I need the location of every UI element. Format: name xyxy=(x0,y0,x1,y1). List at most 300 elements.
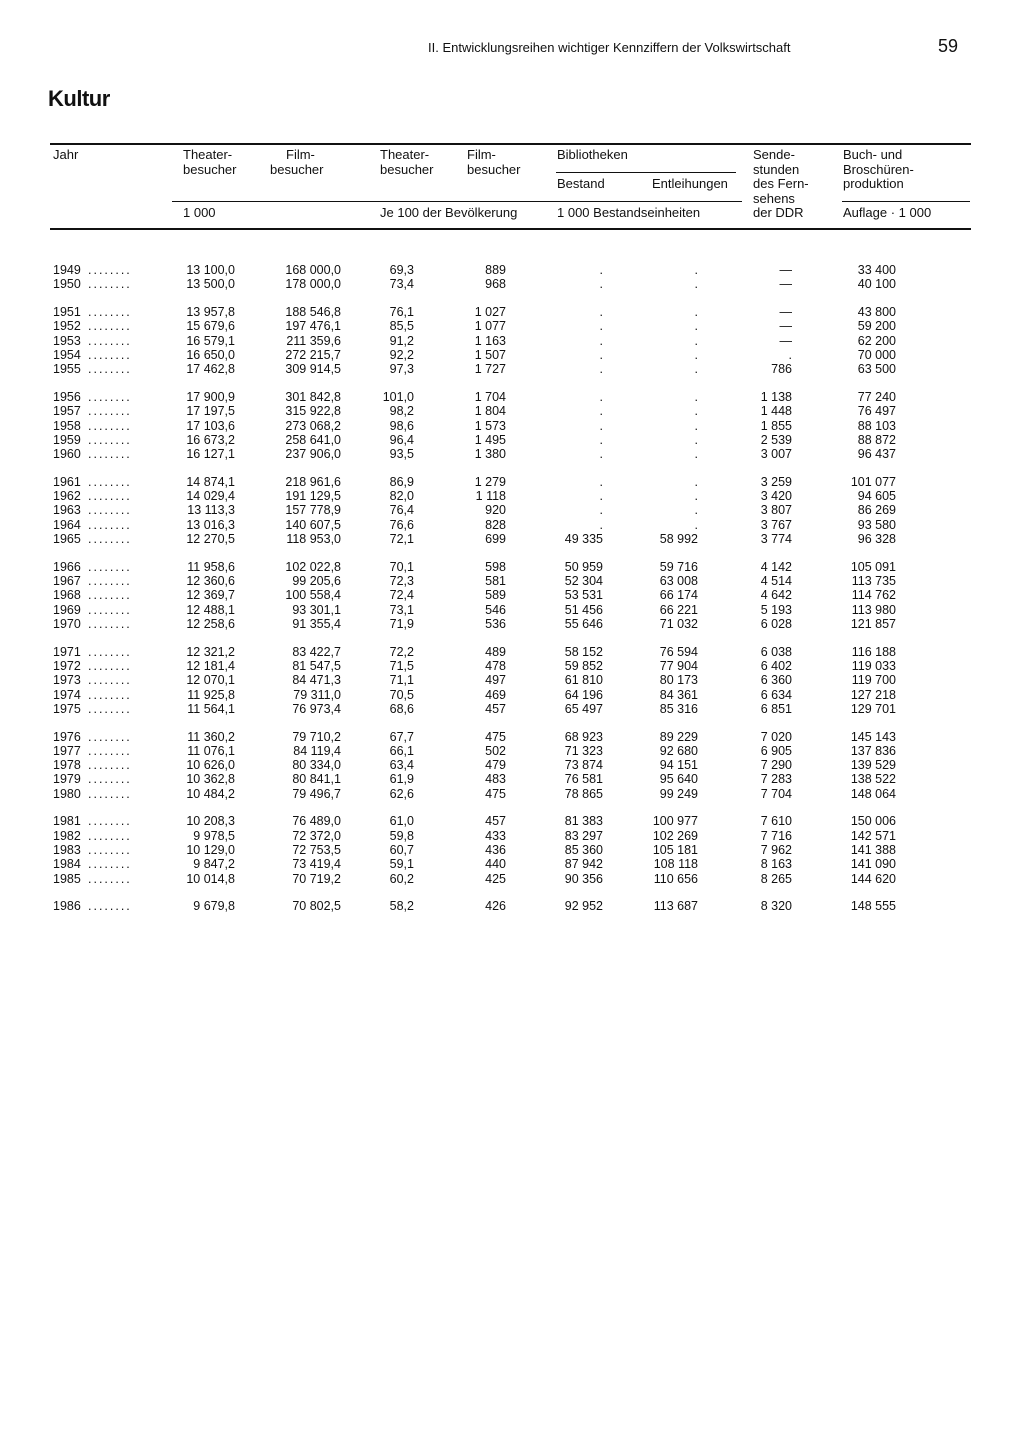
leader-dots: ........ xyxy=(88,362,132,377)
book-production-cell: 70 000 xyxy=(857,347,896,362)
table-row xyxy=(0,899,1024,913)
leader-dots: ........ xyxy=(88,305,132,319)
library-loans-cell: 89 229 xyxy=(659,729,698,744)
theater-per100-cell: 62,6 xyxy=(389,786,414,801)
film-visitors-cell: 84 119,4 xyxy=(293,743,341,758)
theater-visitors-cell: 13 113,3 xyxy=(187,503,235,518)
theater-visitors-cell: 16 650,0 xyxy=(186,347,235,362)
broadcast-hours-cell: — xyxy=(779,333,792,348)
library-stock-cell: 78 865 xyxy=(564,786,603,801)
theater-per100-cell: 76,4 xyxy=(389,503,414,518)
leader-dots: ........ xyxy=(88,729,132,744)
year-cell: 1964 xyxy=(53,517,81,532)
year-cell: 1980 xyxy=(53,786,81,801)
table-row xyxy=(0,872,1024,886)
book-production-cell: 63 500 xyxy=(857,362,896,377)
header-film-per100: Film- besucher xyxy=(467,147,521,177)
year-cell: 1955 xyxy=(53,362,81,377)
library-loans-cell: . xyxy=(694,489,698,504)
book-production-cell: 88 103 xyxy=(857,418,896,433)
library-loans-cell: . xyxy=(694,277,698,292)
library-loans-cell: . xyxy=(694,389,698,404)
broadcast-hours-cell: 7 290 xyxy=(760,758,792,773)
book-production-cell: 93 580 xyxy=(857,517,896,532)
library-loans-cell: 77 904 xyxy=(659,658,698,673)
theater-per100-cell: 85,5 xyxy=(389,319,414,334)
theater-visitors-cell: 9 847,2 xyxy=(193,857,235,872)
leader-dots: ........ xyxy=(88,532,132,546)
theater-per100-cell: 72,4 xyxy=(389,588,414,603)
library-stock-cell: 52 304 xyxy=(564,574,603,588)
theater-per100-cell: 76,6 xyxy=(389,517,414,532)
theater-visitors-cell: 11 958,6 xyxy=(187,559,235,574)
library-loans-cell: 105 181 xyxy=(652,843,698,857)
library-stock-cell: 76 581 xyxy=(564,772,603,787)
broadcast-hours-cell: 7 020 xyxy=(760,729,792,744)
book-production-cell: 127 218 xyxy=(850,687,896,702)
year-cell: 1958 xyxy=(53,418,81,433)
year-cell: 1972 xyxy=(53,658,81,673)
film-per100-cell: 1 380 xyxy=(474,447,506,462)
theater-per100-cell: 96,4 xyxy=(389,432,414,447)
broadcast-hours-cell: 4 514 xyxy=(760,574,792,588)
theater-per100-cell: 59,1 xyxy=(389,857,414,872)
unit-auflage: Auflage · 1 000 xyxy=(843,205,932,220)
theater-visitors-cell: 12 070,1 xyxy=(186,673,235,688)
theater-visitors-cell: 12 360,6 xyxy=(186,574,235,588)
header-theater-visitors: Theater- besucher xyxy=(183,147,237,177)
header-book-production: Buch- und Broschüren- produktion xyxy=(843,147,914,191)
film-visitors-cell: 80 841,1 xyxy=(292,772,341,787)
year-cell: 1977 xyxy=(53,743,81,758)
theater-per100-cell: 73,4 xyxy=(389,277,414,292)
year-cell: 1971 xyxy=(53,644,81,659)
year-cell: 1986 xyxy=(53,899,81,914)
library-stock-cell: 90 356 xyxy=(564,871,603,886)
library-loans-cell: 66 221 xyxy=(659,602,698,617)
theater-visitors-cell: 11 564,1 xyxy=(187,701,235,716)
film-visitors-cell: 84 471,3 xyxy=(292,673,341,688)
year-cell: 1956 xyxy=(53,389,81,404)
leader-dots: ........ xyxy=(88,602,132,617)
year-cell: 1976 xyxy=(53,729,81,744)
library-loans-cell: . xyxy=(694,447,698,462)
film-per100-cell: 598 xyxy=(485,559,506,574)
theater-visitors-cell: 11 076,1 xyxy=(187,743,235,758)
film-per100-cell: 436 xyxy=(485,843,506,857)
table-row xyxy=(0,390,1024,404)
table-row xyxy=(0,475,1024,489)
leader-dots: ........ xyxy=(88,474,132,489)
book-production-cell: 148 555 xyxy=(850,899,896,914)
library-stock-cell: . xyxy=(599,333,603,348)
table-row xyxy=(0,277,1024,291)
film-per100-cell: 457 xyxy=(485,814,506,829)
broadcast-hours-cell: 6 402 xyxy=(760,658,792,673)
year-cell: 1970 xyxy=(53,616,81,631)
leader-dots: ........ xyxy=(88,347,132,362)
film-visitors-cell: 273 068,2 xyxy=(285,418,341,433)
library-loans-cell: 94 151 xyxy=(659,758,698,773)
theater-visitors-cell: 10 208,3 xyxy=(186,814,235,829)
film-per100-cell: 1 118 xyxy=(475,489,506,504)
table-row xyxy=(0,503,1024,517)
library-stock-cell: . xyxy=(599,362,603,377)
film-per100-cell: 440 xyxy=(485,857,506,872)
library-loans-cell: 63 008 xyxy=(659,574,698,588)
broadcast-hours-cell: . xyxy=(788,347,792,362)
library-loans-cell: 76 594 xyxy=(659,644,698,659)
library-loans-cell: 100 977 xyxy=(652,814,698,829)
broadcast-hours-cell: 3 007 xyxy=(760,447,792,462)
table-row xyxy=(0,758,1024,772)
book-production-cell: 129 701 xyxy=(850,701,896,716)
film-per100-cell: 889 xyxy=(485,263,506,277)
table-row xyxy=(0,263,1024,277)
units-rule xyxy=(172,201,742,202)
table-row xyxy=(0,787,1024,801)
book-production-cell: 101 077 xyxy=(850,474,896,489)
library-stock-cell: . xyxy=(599,489,603,504)
year-cell: 1974 xyxy=(53,687,81,702)
table-row xyxy=(0,603,1024,617)
book-production-cell: 137 836 xyxy=(850,743,896,758)
broadcast-hours-cell: 7 283 xyxy=(760,772,792,787)
film-per100-cell: 478 xyxy=(485,658,506,673)
book-production-cell: 114 762 xyxy=(851,588,896,603)
theater-per100-cell: 76,1 xyxy=(389,305,414,319)
running-head: II. Entwicklungsreihen wichtiger Kennziffern der Volkswirtschaft xyxy=(428,40,791,55)
leader-dots: ........ xyxy=(88,687,132,702)
theater-visitors-cell: 17 462,8 xyxy=(186,362,235,377)
theater-visitors-cell: 10 626,0 xyxy=(186,758,235,773)
film-visitors-cell: 140 607,5 xyxy=(285,517,341,532)
theater-per100-cell: 72,3 xyxy=(389,574,414,588)
table-row xyxy=(0,518,1024,532)
book-production-cell: 105 091 xyxy=(850,559,896,574)
film-per100-cell: 589 xyxy=(485,588,506,603)
film-per100-cell: 1 027 xyxy=(474,305,506,319)
theater-per100-cell: 92,2 xyxy=(389,347,414,362)
libraries-rule xyxy=(556,172,736,173)
table-row xyxy=(0,489,1024,503)
theater-per100-cell: 69,3 xyxy=(389,263,414,277)
leader-dots: ........ xyxy=(88,814,132,829)
table-row xyxy=(0,659,1024,673)
film-visitors-cell: 191 129,5 xyxy=(285,489,341,504)
year-cell: 1965 xyxy=(53,532,81,546)
film-visitors-cell: 73 419,4 xyxy=(292,857,341,872)
broadcast-hours-cell: — xyxy=(779,319,792,334)
book-production-cell: 94 605 xyxy=(857,489,896,504)
leader-dots: ........ xyxy=(88,588,132,603)
broadcast-hours-cell: 6 038 xyxy=(760,644,792,659)
theater-visitors-cell: 14 874,1 xyxy=(186,474,235,489)
library-stock-cell: 49 335 xyxy=(564,532,603,546)
year-cell: 1968 xyxy=(53,588,81,603)
leader-dots: ........ xyxy=(88,277,132,292)
theater-visitors-cell: 10 484,2 xyxy=(186,786,235,801)
table-row xyxy=(0,348,1024,362)
book-production-cell: 141 388 xyxy=(850,843,896,857)
leader-dots: ........ xyxy=(88,517,132,532)
book-production-cell: 86 269 xyxy=(857,503,896,518)
header-entleihungen: Entleihungen xyxy=(652,176,728,191)
film-visitors-cell: 178 000,0 xyxy=(285,277,341,292)
film-per100-cell: 479 xyxy=(485,758,506,773)
film-per100-cell: 920 xyxy=(485,503,506,518)
film-visitors-cell: 100 558,4 xyxy=(285,588,341,603)
book-production-cell: 141 090 xyxy=(850,857,896,872)
film-per100-cell: 502 xyxy=(485,743,506,758)
broadcast-hours-cell: — xyxy=(779,277,792,292)
library-loans-cell: . xyxy=(694,305,698,319)
leader-dots: ........ xyxy=(88,772,132,787)
library-loans-cell: 108 118 xyxy=(653,857,698,872)
library-loans-cell: 71 032 xyxy=(659,616,698,631)
table-row xyxy=(0,744,1024,758)
table-row xyxy=(0,532,1024,546)
year-cell: 1951 xyxy=(53,305,81,319)
theater-visitors-cell: 11 360,2 xyxy=(187,729,235,744)
leader-dots: ........ xyxy=(88,843,132,857)
library-stock-cell: . xyxy=(599,319,603,334)
broadcast-hours-cell: 4 142 xyxy=(760,559,792,574)
year-cell: 1984 xyxy=(53,857,81,872)
film-per100-cell: 536 xyxy=(485,616,506,631)
year-cell: 1961 xyxy=(53,474,81,489)
film-per100-cell: 497 xyxy=(485,673,506,688)
theater-per100-cell: 98,6 xyxy=(389,418,414,433)
theater-per100-cell: 71,9 xyxy=(389,616,414,631)
book-production-cell: 77 240 xyxy=(857,389,896,404)
broadcast-hours-cell: 1 855 xyxy=(760,418,792,433)
year-cell: 1963 xyxy=(53,503,81,518)
year-cell: 1949 xyxy=(53,263,81,277)
library-loans-cell: 58 992 xyxy=(659,532,698,546)
film-per100-cell: 1 495 xyxy=(474,432,506,447)
library-stock-cell: 51 456 xyxy=(564,602,603,617)
leader-dots: ........ xyxy=(88,404,132,419)
theater-per100-cell: 97,3 xyxy=(389,362,414,377)
film-visitors-cell: 258 641,0 xyxy=(285,432,341,447)
library-loans-cell: 59 716 xyxy=(659,559,698,574)
table-row xyxy=(0,419,1024,433)
broadcast-hours-cell: — xyxy=(779,263,792,277)
book-production-cell: 59 200 xyxy=(857,319,896,334)
book-production-cell: 43 800 xyxy=(857,305,896,319)
broadcast-hours-cell: 1 448 xyxy=(760,404,792,419)
theater-visitors-cell: 10 362,8 xyxy=(186,772,235,787)
theater-per100-cell: 71,1 xyxy=(389,673,414,688)
year-cell: 1983 xyxy=(53,843,81,857)
film-visitors-cell: 168 000,0 xyxy=(285,263,341,277)
table-row xyxy=(0,447,1024,461)
theater-per100-cell: 60,7 xyxy=(389,843,414,857)
table-row xyxy=(0,574,1024,588)
table-row xyxy=(0,404,1024,418)
table-row xyxy=(0,305,1024,319)
theater-visitors-cell: 12 258,6 xyxy=(186,616,235,631)
book-production-cell: 76 497 xyxy=(857,404,896,419)
film-per100-cell: 1 279 xyxy=(474,474,506,489)
library-loans-cell: . xyxy=(694,362,698,377)
table-row xyxy=(0,814,1024,828)
year-cell: 1950 xyxy=(53,277,81,292)
leader-dots: ........ xyxy=(88,871,132,886)
theater-visitors-cell: 12 369,7 xyxy=(186,588,235,603)
header-bestand: Bestand xyxy=(557,176,605,191)
theater-visitors-cell: 12 321,2 xyxy=(186,644,235,659)
broadcast-hours-cell: 3 807 xyxy=(760,503,792,518)
film-visitors-cell: 197 476,1 xyxy=(285,319,341,334)
film-visitors-cell: 76 489,0 xyxy=(292,814,341,829)
film-per100-cell: 475 xyxy=(485,786,506,801)
library-loans-cell: 102 269 xyxy=(652,828,698,843)
theater-per100-cell: 63,4 xyxy=(389,758,414,773)
library-stock-cell: 85 360 xyxy=(564,843,603,857)
broadcast-hours-cell: 3 767 xyxy=(760,517,792,532)
broadcast-hours-cell: 8 265 xyxy=(760,871,792,886)
year-cell: 1975 xyxy=(53,701,81,716)
unit-thousand: 1 000 xyxy=(183,205,216,220)
book-production-cell: 96 328 xyxy=(857,532,896,546)
film-visitors-cell: 99 205,6 xyxy=(292,574,341,588)
theater-visitors-cell: 14 029,4 xyxy=(186,489,235,504)
film-visitors-cell: 81 547,5 xyxy=(292,658,341,673)
broadcast-hours-cell: 7 610 xyxy=(760,814,792,829)
table-row xyxy=(0,688,1024,702)
film-visitors-cell: 70 719,2 xyxy=(292,871,341,886)
leader-dots: ........ xyxy=(88,389,132,404)
year-cell: 1957 xyxy=(53,404,81,419)
book-production-cell: 144 620 xyxy=(850,871,896,886)
library-stock-cell: 87 942 xyxy=(564,857,603,872)
book-production-cell: 119 700 xyxy=(851,673,896,688)
table-row xyxy=(0,588,1024,602)
units-rule-right xyxy=(842,201,970,202)
header-year: Jahr xyxy=(53,147,79,162)
library-stock-cell: . xyxy=(599,418,603,433)
library-loans-cell: . xyxy=(694,347,698,362)
book-production-cell: 119 033 xyxy=(851,658,896,673)
table-row xyxy=(0,857,1024,871)
theater-per100-cell: 91,2 xyxy=(389,333,414,348)
leader-dots: ........ xyxy=(88,319,132,334)
library-loans-cell: . xyxy=(694,418,698,433)
theater-visitors-cell: 12 488,1 xyxy=(186,602,235,617)
film-per100-cell: 828 xyxy=(485,517,506,532)
leader-dots: ........ xyxy=(88,333,132,348)
film-per100-cell: 489 xyxy=(485,644,506,659)
book-production-cell: 139 529 xyxy=(850,758,896,773)
theater-per100-cell: 70,1 xyxy=(389,559,414,574)
broadcast-hours-cell: 3 259 xyxy=(760,474,792,489)
table-row xyxy=(0,843,1024,857)
library-loans-cell: . xyxy=(694,432,698,447)
film-per100-cell: 457 xyxy=(485,701,506,716)
film-per100-cell: 699 xyxy=(485,532,506,546)
table-row xyxy=(0,829,1024,843)
film-per100-cell: 1 077 xyxy=(474,319,506,334)
library-loans-cell: 80 173 xyxy=(659,673,698,688)
book-production-cell: 116 188 xyxy=(851,644,896,659)
header-film-visitors: Film- besucher xyxy=(270,147,324,177)
broadcast-hours-cell: 1 138 xyxy=(760,389,792,404)
page-number: 59 xyxy=(938,36,959,56)
broadcast-hours-cell: 5 193 xyxy=(760,602,792,617)
header-broadcast-hours: Sende- stunden des Fern- sehens der DDR xyxy=(753,147,809,220)
film-per100-cell: 1 727 xyxy=(474,362,506,377)
unit-bestandseinheiten: 1 000 Bestandseinheiten xyxy=(557,205,701,220)
film-per100-cell: 546 xyxy=(485,602,506,617)
book-production-cell: 88 872 xyxy=(857,432,896,447)
broadcast-hours-cell: 6 360 xyxy=(760,673,792,688)
leader-dots: ........ xyxy=(88,432,132,447)
library-stock-cell: . xyxy=(599,389,603,404)
film-visitors-cell: 157 778,9 xyxy=(285,503,341,518)
library-stock-cell: . xyxy=(599,503,603,518)
library-stock-cell: . xyxy=(599,404,603,419)
film-visitors-cell: 211 359,6 xyxy=(286,333,341,348)
year-cell: 1954 xyxy=(53,347,81,362)
film-per100-cell: 475 xyxy=(485,729,506,744)
leader-dots: ........ xyxy=(88,786,132,801)
library-stock-cell: 55 646 xyxy=(564,616,603,631)
library-stock-cell: . xyxy=(599,474,603,489)
theater-per100-cell: 66,1 xyxy=(389,743,414,758)
library-stock-cell: . xyxy=(599,432,603,447)
library-stock-cell: 59 852 xyxy=(564,658,603,673)
theater-per100-cell: 93,5 xyxy=(389,447,414,462)
leader-dots: ........ xyxy=(88,418,132,433)
library-stock-cell: 53 531 xyxy=(564,588,603,603)
film-per100-cell: 425 xyxy=(485,871,506,886)
leader-dots: ........ xyxy=(88,447,132,462)
library-loans-cell: . xyxy=(694,503,698,518)
leader-dots: ........ xyxy=(88,489,132,504)
broadcast-hours-cell: 4 642 xyxy=(760,588,792,603)
theater-visitors-cell: 9 679,8 xyxy=(193,899,235,914)
film-visitors-cell: 79 496,7 xyxy=(292,786,341,801)
year-cell: 1978 xyxy=(53,758,81,773)
library-stock-cell: . xyxy=(599,263,603,277)
leader-dots: ........ xyxy=(88,828,132,843)
film-visitors-cell: 315 922,8 xyxy=(285,404,341,419)
table-row xyxy=(0,362,1024,376)
broadcast-hours-cell: 6 634 xyxy=(760,687,792,702)
film-visitors-cell: 72 372,0 xyxy=(292,828,341,843)
theater-visitors-cell: 15 679,6 xyxy=(186,319,235,334)
broadcast-hours-cell: — xyxy=(779,305,792,319)
library-stock-cell: . xyxy=(599,447,603,462)
broadcast-hours-cell: 6 851 xyxy=(760,701,792,716)
book-production-cell: 138 522 xyxy=(850,772,896,787)
library-loans-cell: . xyxy=(694,404,698,419)
year-cell: 1973 xyxy=(53,673,81,688)
film-per100-cell: 426 xyxy=(485,899,506,914)
library-stock-cell: 71 323 xyxy=(564,743,603,758)
film-visitors-cell: 237 906,0 xyxy=(285,447,341,462)
library-stock-cell: . xyxy=(599,305,603,319)
theater-per100-cell: 59,8 xyxy=(389,828,414,843)
library-loans-cell: 113 687 xyxy=(653,899,698,914)
book-production-cell: 142 571 xyxy=(850,828,896,843)
header-libraries: Bibliotheken xyxy=(557,147,628,162)
table-row xyxy=(0,433,1024,447)
library-stock-cell: 73 874 xyxy=(564,758,603,773)
library-stock-cell: . xyxy=(599,517,603,532)
